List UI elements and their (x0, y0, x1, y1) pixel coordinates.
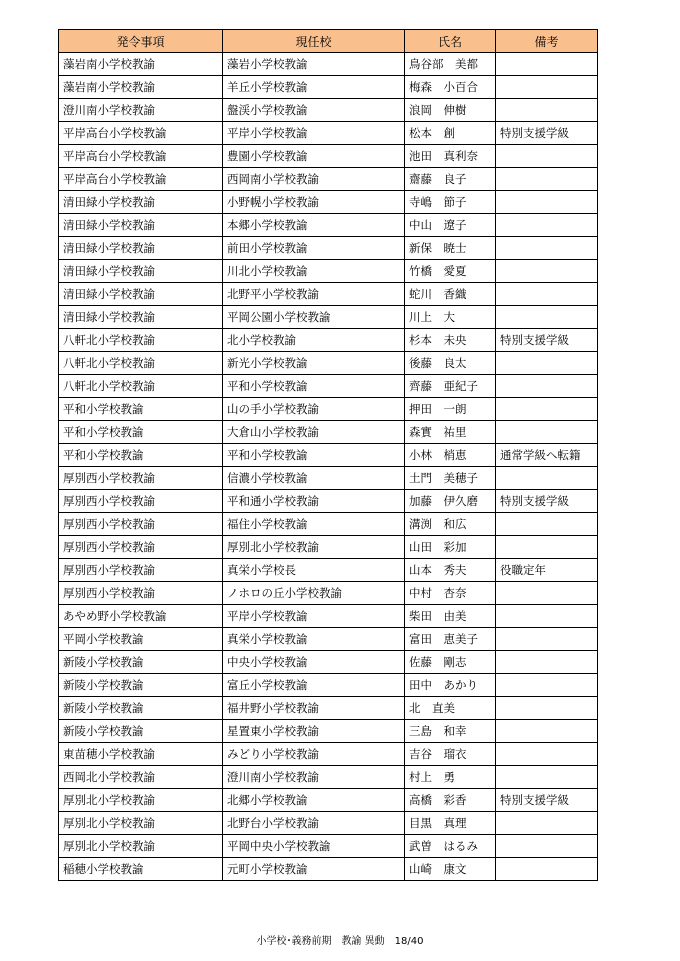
remarks-cell (496, 375, 598, 398)
name-cell: 佐藤 剛志 (405, 651, 496, 674)
remarks-cell (496, 352, 598, 375)
remarks-cell (496, 99, 598, 122)
assignment-cell: 平和小学校教諭 (59, 398, 223, 421)
name-cell: 竹橋 愛夏 (405, 260, 496, 283)
assignment-cell: 厚別西小学校教諭 (59, 490, 223, 513)
name-cell: 中村 杏奈 (405, 582, 496, 605)
assignment-cell: 平和小学校教諭 (59, 444, 223, 467)
name-cell: 中山 遼子 (405, 214, 496, 237)
assignment-cell: 厚別北小学校教諭 (59, 789, 223, 812)
remarks-cell (496, 835, 598, 858)
name-cell: 松本 創 (405, 122, 496, 145)
assignment-cell: 東苗穂小学校教諭 (59, 743, 223, 766)
table-row (59, 628, 598, 651)
current-school-cell: 平岡中央小学校教諭 (223, 835, 405, 858)
remarks-cell (496, 283, 598, 306)
name-cell: 齊藤 亜紀子 (405, 375, 496, 398)
current-school-cell: 福住小学校教諭 (223, 513, 405, 536)
table-row (59, 352, 598, 375)
current-school-cell: ノホロの丘小学校教諭 (223, 582, 405, 605)
assignment-cell: 平岡小学校教諭 (59, 628, 223, 651)
remarks-cell (496, 536, 598, 559)
current-school-cell: 北野台小学校教諭 (223, 812, 405, 835)
remarks-cell (496, 306, 598, 329)
assignment-cell: 新陵小学校教諭 (59, 720, 223, 743)
assignment-cell: 厚別西小学校教諭 (59, 536, 223, 559)
table-row (59, 766, 598, 789)
assignment-cell: 新陵小学校教諭 (59, 697, 223, 720)
table-row (59, 99, 598, 122)
table-body (59, 53, 598, 881)
table-row (59, 789, 598, 812)
table-row (59, 398, 598, 421)
name-cell: 新保 暁士 (405, 237, 496, 260)
table-row (59, 858, 598, 881)
remarks-cell (496, 743, 598, 766)
name-cell: 武曽 はるみ (405, 835, 496, 858)
remarks-cell (496, 145, 598, 168)
table-row (59, 76, 598, 99)
current-school-cell: 平岸小学校教諭 (223, 122, 405, 145)
current-school-cell: 澄川南小学校教諭 (223, 766, 405, 789)
remarks-cell (496, 53, 598, 76)
name-cell: 田中 あかり (405, 674, 496, 697)
table-header-row (59, 30, 598, 53)
assignment-cell: 厚別北小学校教諭 (59, 835, 223, 858)
table-row (59, 260, 598, 283)
assignment-cell: 清田緑小学校教諭 (59, 260, 223, 283)
table-row (59, 122, 598, 145)
current-school-cell: 真栄小学校長 (223, 559, 405, 582)
assignment-cell: 西岡北小学校教諭 (59, 766, 223, 789)
assignment-cell: 藻岩南小学校教諭 (59, 76, 223, 99)
name-cell: 山田 彩加 (405, 536, 496, 559)
name-cell: 梅森 小百合 (405, 76, 496, 99)
assignment-cell: 厚別西小学校教諭 (59, 559, 223, 582)
name-cell: 三島 和幸 (405, 720, 496, 743)
current-school-cell: 本郷小学校教諭 (223, 214, 405, 237)
remarks-cell: 特別支援学級 (496, 122, 598, 145)
table-row (59, 191, 598, 214)
remarks-cell (496, 214, 598, 237)
name-cell: 溝渕 和広 (405, 513, 496, 536)
name-cell: 寺嶋 節子 (405, 191, 496, 214)
current-school-cell: 藻岩小学校教諭 (223, 53, 405, 76)
remarks-cell (496, 168, 598, 191)
name-cell: 森實 祐里 (405, 421, 496, 444)
table-row (59, 444, 598, 467)
name-cell: 後藤 良太 (405, 352, 496, 375)
name-cell: 土門 美穂子 (405, 467, 496, 490)
remarks-cell (496, 766, 598, 789)
name-cell: 押田 一朗 (405, 398, 496, 421)
column-header-assignment: 発令事項 (59, 30, 223, 53)
assignment-cell: 澄川南小学校教諭 (59, 99, 223, 122)
current-school-cell: 北小学校教諭 (223, 329, 405, 352)
table-row (59, 329, 598, 352)
current-school-cell: 平岸小学校教諭 (223, 605, 405, 628)
assignment-cell: 新陵小学校教諭 (59, 674, 223, 697)
current-school-cell: 平和小学校教諭 (223, 444, 405, 467)
remarks-cell: 特別支援学級 (496, 490, 598, 513)
name-cell: 齋藤 良子 (405, 168, 496, 191)
remarks-cell (496, 421, 598, 444)
personnel-transfer-table (58, 29, 598, 881)
table-row (59, 237, 598, 260)
name-cell: 杉本 未央 (405, 329, 496, 352)
assignment-cell: 八軒北小学校教諭 (59, 329, 223, 352)
remarks-cell (496, 237, 598, 260)
name-cell: 目黒 真理 (405, 812, 496, 835)
current-school-cell: 星置東小学校教諭 (223, 720, 405, 743)
current-school-cell: 北郷小学校教諭 (223, 789, 405, 812)
table-row (59, 582, 598, 605)
current-school-cell: 平和小学校教諭 (223, 375, 405, 398)
assignment-cell: 清田緑小学校教諭 (59, 237, 223, 260)
assignment-cell: 清田緑小学校教諭 (59, 306, 223, 329)
table-row (59, 467, 598, 490)
current-school-cell: 西岡南小学校教諭 (223, 168, 405, 191)
assignment-cell: 稲穂小学校教諭 (59, 858, 223, 881)
table-row (59, 283, 598, 306)
assignment-cell: あやめ野小学校教諭 (59, 605, 223, 628)
name-cell: 北 直美 (405, 697, 496, 720)
name-cell: 吉谷 瑠衣 (405, 743, 496, 766)
remarks-cell (496, 191, 598, 214)
remarks-cell (496, 605, 598, 628)
table-row (59, 168, 598, 191)
remarks-cell: 特別支援学級 (496, 329, 598, 352)
remarks-cell: 通常学級へ転籍 (496, 444, 598, 467)
remarks-cell (496, 674, 598, 697)
remarks-cell (496, 858, 598, 881)
remarks-cell (496, 467, 598, 490)
current-school-cell: 富丘小学校教諭 (223, 674, 405, 697)
current-school-cell: 厚別北小学校教諭 (223, 536, 405, 559)
table-row (59, 835, 598, 858)
table-row (59, 674, 598, 697)
name-cell: 山崎 康文 (405, 858, 496, 881)
current-school-cell: 山の手小学校教諭 (223, 398, 405, 421)
table-row (59, 743, 598, 766)
current-school-cell: 小野幌小学校教諭 (223, 191, 405, 214)
remarks-cell (496, 260, 598, 283)
assignment-cell: 清田緑小学校教諭 (59, 283, 223, 306)
remarks-cell: 特別支援学級 (496, 789, 598, 812)
current-school-cell: 羊丘小学校教諭 (223, 76, 405, 99)
current-school-cell: 真栄小学校教諭 (223, 628, 405, 651)
name-cell: 小林 梢恵 (405, 444, 496, 467)
remarks-cell: 役職定年 (496, 559, 598, 582)
remarks-cell (496, 812, 598, 835)
current-school-cell: 元町小学校教諭 (223, 858, 405, 881)
assignment-cell: 平岸高台小学校教諭 (59, 145, 223, 168)
name-cell: 鳥谷部 美都 (405, 53, 496, 76)
table-row (59, 812, 598, 835)
name-cell: 加藤 伊久磨 (405, 490, 496, 513)
table-row (59, 306, 598, 329)
name-cell: 高橋 彩香 (405, 789, 496, 812)
remarks-cell (496, 76, 598, 99)
name-cell: 村上 勇 (405, 766, 496, 789)
table-row (59, 720, 598, 743)
assignment-cell: 平岸高台小学校教諭 (59, 122, 223, 145)
assignment-cell: 厚別西小学校教諭 (59, 513, 223, 536)
table-row (59, 214, 598, 237)
name-cell: 柴田 由美 (405, 605, 496, 628)
table-row (59, 490, 598, 513)
table-row (59, 697, 598, 720)
assignment-cell: 八軒北小学校教諭 (59, 352, 223, 375)
name-cell: 池田 真利奈 (405, 145, 496, 168)
current-school-cell: 大倉山小学校教諭 (223, 421, 405, 444)
remarks-cell (496, 513, 598, 536)
current-school-cell: 福井野小学校教諭 (223, 697, 405, 720)
table-row (59, 651, 598, 674)
page-footer: 小学校･義務前期 教諭 異動 18/40 (256, 936, 424, 947)
remarks-cell (496, 582, 598, 605)
remarks-cell (496, 697, 598, 720)
column-header-name: 氏名 (405, 30, 496, 53)
current-school-cell: 平岡公園小学校教諭 (223, 306, 405, 329)
assignment-cell: 清田緑小学校教諭 (59, 214, 223, 237)
table-row (59, 145, 598, 168)
assignment-cell: 新陵小学校教諭 (59, 651, 223, 674)
assignment-cell: 厚別西小学校教諭 (59, 467, 223, 490)
table-row (59, 536, 598, 559)
current-school-cell: 前田小学校教諭 (223, 237, 405, 260)
assignment-cell: 平岸高台小学校教諭 (59, 168, 223, 191)
current-school-cell: 中央小学校教諭 (223, 651, 405, 674)
table-row (59, 513, 598, 536)
current-school-cell: 盤渓小学校教諭 (223, 99, 405, 122)
table-row (59, 605, 598, 628)
assignment-cell: 平和小学校教諭 (59, 421, 223, 444)
current-school-cell: 北野平小学校教諭 (223, 283, 405, 306)
assignment-cell: 厚別西小学校教諭 (59, 582, 223, 605)
name-cell: 川上 大 (405, 306, 496, 329)
assignment-cell: 清田緑小学校教諭 (59, 191, 223, 214)
remarks-cell (496, 651, 598, 674)
current-school-cell: 信濃小学校教諭 (223, 467, 405, 490)
table-row (59, 421, 598, 444)
table-row (59, 53, 598, 76)
name-cell: 山本 秀夫 (405, 559, 496, 582)
name-cell: 富田 恵美子 (405, 628, 496, 651)
assignment-cell: 厚別北小学校教諭 (59, 812, 223, 835)
current-school-cell: 新光小学校教諭 (223, 352, 405, 375)
name-cell: 蛇川 香織 (405, 283, 496, 306)
assignment-cell: 藻岩南小学校教諭 (59, 53, 223, 76)
remarks-cell (496, 628, 598, 651)
table-row (59, 375, 598, 398)
column-header-current-school: 現任校 (223, 30, 405, 53)
remarks-cell (496, 720, 598, 743)
assignment-cell: 八軒北小学校教諭 (59, 375, 223, 398)
remarks-cell (496, 398, 598, 421)
column-header-remarks: 備考 (496, 30, 598, 53)
current-school-cell: みどり小学校教諭 (223, 743, 405, 766)
name-cell: 浪岡 伸樹 (405, 99, 496, 122)
current-school-cell: 豊園小学校教諭 (223, 145, 405, 168)
current-school-cell: 川北小学校教諭 (223, 260, 405, 283)
table-row (59, 559, 598, 582)
current-school-cell: 平和通小学校教諭 (223, 490, 405, 513)
